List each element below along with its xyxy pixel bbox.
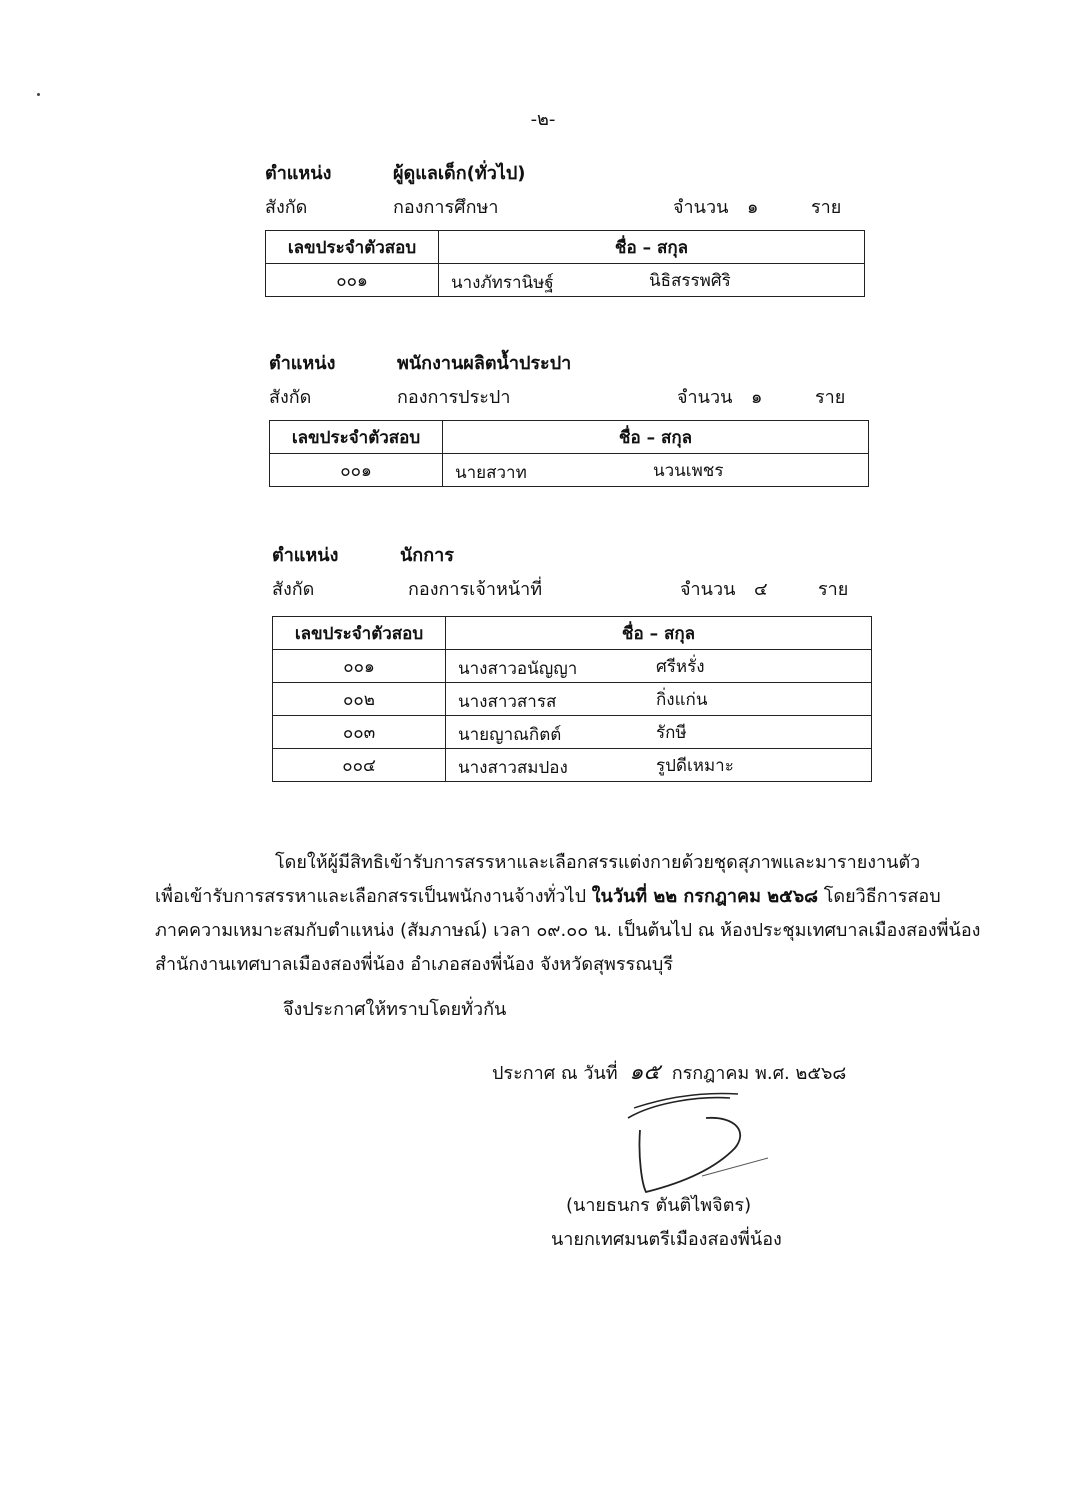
table-row — [273, 650, 872, 683]
position-section — [272, 540, 912, 782]
candidate-name — [446, 749, 872, 782]
count-label: จำนวน — [680, 579, 736, 600]
count-unit: ราย — [818, 579, 849, 600]
position-title: นักการ — [400, 545, 454, 566]
position-section — [269, 348, 909, 487]
position-title: พนักงานผลิตน้ำประปา — [397, 353, 572, 374]
count-unit: ราย — [811, 197, 842, 218]
table-row — [273, 749, 872, 782]
closing-statement: จึงประกาศให้ทราบโดยทั่วกัน — [283, 999, 507, 1020]
candidate-table — [272, 616, 872, 782]
table-row — [270, 454, 869, 487]
table-header-row — [273, 617, 872, 650]
paragraph-text: เพื่อเข้ารับการสรรหาและเลือกสรรเป็นพนักงานจ้างทั่วไป — [155, 886, 592, 907]
first-name: นางสาวสมปอง — [458, 758, 568, 778]
count-value: ๑ — [747, 197, 759, 218]
handwritten-signature — [610, 1088, 780, 1198]
exam-id: ๐๐๑ — [270, 454, 443, 487]
header-exam-id: เลขประจำตัวสอบ — [273, 617, 446, 650]
paragraph-line — [155, 880, 1005, 914]
first-name: นางสาวอนัญญา — [458, 659, 578, 679]
table-header-row — [266, 231, 865, 264]
announcement-suffix: กรกฎาคม พ.ศ. ๒๕๖๘ — [671, 1063, 847, 1084]
candidate-name — [446, 716, 872, 749]
scan-speck — [37, 93, 40, 96]
department-label: สังกัด — [265, 197, 308, 218]
position-label: ตำแหน่ง — [265, 163, 332, 184]
position-label: ตำแหน่ง — [269, 353, 336, 374]
position-label: ตำแหน่ง — [272, 545, 339, 566]
signer-name: (นายธนกร ตันติไพจิตร) — [566, 1195, 752, 1216]
paragraph-line: สำนักงานเทศบาลเมืองสองพี่น้อง อำเภอสองพี่น้อง จังหวัดสุพรรณบุรี — [155, 954, 674, 975]
candidate-table — [265, 230, 865, 297]
exam-id: ๐๐๒ — [273, 683, 446, 716]
candidate-name — [446, 683, 872, 716]
table-row — [266, 264, 865, 297]
position-title: ผู้ดูแลเด็ก(ทั่วไป) — [393, 163, 526, 184]
count-label: จำนวน — [677, 387, 733, 408]
announcement-prefix: ประกาศ ณ วันที่ — [492, 1063, 618, 1084]
last-name: กิ่งแก่น — [656, 690, 708, 710]
department-name: กองการเจ้าหน้าที่ — [408, 579, 543, 600]
last-name: รูปดีเหมาะ — [656, 756, 734, 776]
header-exam-id: เลขประจำตัวสอบ — [266, 231, 439, 264]
first-name: นายสวาท — [455, 463, 527, 483]
candidate-table — [269, 420, 869, 487]
header-full-name: ชื่อ – สกุล — [446, 617, 872, 650]
paragraph-text: โดยวิธีการสอบ — [818, 886, 941, 907]
table-row — [273, 683, 872, 716]
paragraph-line: ภาคความเหมาะสมกับตำแหน่ง (สัมภาษณ์) เวลา ๐๙.๐๐ น. เป็นต้นไป ณ ห้องประชุมเทศบาลเมืองสองพี่น้อง — [155, 920, 981, 941]
last-name: รักษี — [656, 723, 687, 743]
count-label: จำนวน — [673, 197, 729, 218]
exam-date: ในวันที่ ๒๒ กรกฎาคม ๒๕๖๘ — [591, 886, 819, 907]
signer-title: นายกเทศมนตรีเมืองสองพี่น้อง — [551, 1229, 782, 1250]
last-name: ศรีหรั่ง — [656, 657, 705, 677]
announcement-date — [492, 1054, 846, 1089]
count-value: ๔ — [754, 579, 768, 600]
department-label: สังกัด — [269, 387, 312, 408]
position-section — [265, 158, 905, 297]
instructions-paragraph — [155, 846, 1005, 982]
department-label: สังกัด — [272, 579, 315, 600]
first-name: นายญาณกิตต์ — [458, 725, 562, 745]
paragraph-line: โดยให้ผู้มีสิทธิเข้ารับการสรรหาและเลือกสรรแต่งกายด้วยชุดสุภาพและมารายงานตัว — [275, 852, 921, 873]
count-unit: ราย — [815, 387, 846, 408]
first-name: นางภัทรานิษฐ์ — [451, 273, 554, 293]
header-exam-id: เลขประจำตัวสอบ — [270, 421, 443, 454]
exam-id: ๐๐๔ — [273, 749, 446, 782]
candidate-name — [443, 454, 869, 487]
candidate-name — [446, 650, 872, 683]
exam-id: ๐๐๑ — [273, 650, 446, 683]
exam-id: ๐๐๓ — [273, 716, 446, 749]
table-row — [273, 716, 872, 749]
header-full-name: ชื่อ – สกุล — [443, 421, 869, 454]
table-header-row — [270, 421, 869, 454]
page-number: -๒- — [530, 109, 556, 130]
department-name: กองการประปา — [397, 387, 511, 408]
first-name: นางสาวสารส — [458, 692, 557, 712]
last-name: นวนเพชร — [653, 461, 724, 481]
department-name: กองการศึกษา — [393, 197, 499, 218]
header-full-name: ชื่อ – สกุล — [439, 231, 865, 264]
exam-id: ๐๐๑ — [266, 264, 439, 297]
last-name: นิธิสรรพศิริ — [649, 271, 731, 291]
count-value: ๑ — [751, 387, 763, 408]
announcement-day: ๑๕ — [629, 1060, 660, 1085]
candidate-name — [439, 264, 865, 297]
